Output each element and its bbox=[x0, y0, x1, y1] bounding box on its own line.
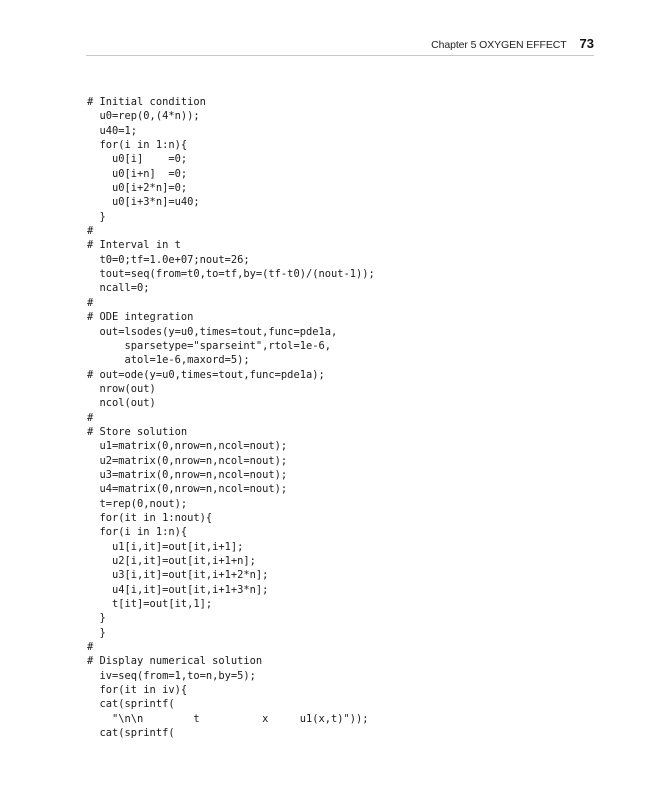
code-line: t[it]=out[it,1]; bbox=[87, 598, 213, 611]
code-line: "\n\n t x u1(x,t)")); bbox=[87, 712, 369, 725]
running-head bbox=[86, 36, 594, 54]
code-line: out=lsodes(y=u0,times=tout,func=pde1a, bbox=[87, 325, 338, 338]
code-line: u1[i,it]=out[it,i+1]; bbox=[87, 540, 244, 553]
code-line: t=rep(0,nout); bbox=[87, 497, 188, 510]
code-line: cat(sprintf( bbox=[87, 727, 175, 740]
code-line: for(i in 1:n){ bbox=[87, 526, 188, 539]
code-line: u2[i,it]=out[it,i+1+n]; bbox=[87, 555, 256, 567]
code-line: } bbox=[87, 626, 106, 639]
code-line: iv=seq(from=1,to=n,by=5); bbox=[87, 669, 256, 682]
code-line: u2=matrix(0,nrow=n,ncol=nout); bbox=[87, 454, 288, 467]
code-line: u40=1; bbox=[87, 124, 138, 137]
code-line: } bbox=[87, 612, 106, 625]
code-line: for(it in 1:nout){ bbox=[87, 511, 213, 524]
code-line: # bbox=[87, 411, 94, 424]
code-line: # Store solution bbox=[87, 425, 188, 438]
code-listing bbox=[87, 95, 587, 740]
code-line: # out=ode(y=u0,times=tout,func=pde1a); bbox=[87, 368, 325, 381]
code-line: for(i in 1:n){ bbox=[87, 139, 188, 152]
code-line: # Initial condition bbox=[87, 96, 206, 108]
code-line: # bbox=[87, 225, 94, 238]
code-line: tout=seq(from=t0,to=tf,by=(tf-t0)/(nout-1)); bbox=[87, 268, 375, 281]
code-line: # ODE integration bbox=[87, 311, 194, 324]
code-line: t0=0;tf=1.0e+07;nout=26; bbox=[87, 253, 250, 266]
code-line: } bbox=[87, 210, 106, 223]
code-line: u3[i,it]=out[it,i+1+2*n]; bbox=[87, 569, 269, 582]
code-line: u4[i,it]=out[it,i+1+3*n]; bbox=[87, 583, 269, 596]
code-line: ncall=0; bbox=[87, 282, 150, 295]
code-line: u0[i+2*n]=0; bbox=[87, 182, 188, 195]
code-line: nrow(out) bbox=[87, 382, 156, 395]
code-line: sparsetype="sparseint",rtol=1e-6, bbox=[87, 339, 331, 352]
chapter-title: Chapter 5 OXYGEN EFFECT bbox=[431, 39, 567, 51]
code-line: cat(sprintf( bbox=[87, 698, 175, 711]
code-line: u4=matrix(0,nrow=n,ncol=nout); bbox=[87, 483, 288, 496]
code-line: ncol(out) bbox=[87, 397, 156, 410]
code-line: u0[i] =0; bbox=[87, 153, 188, 166]
code-line: # bbox=[87, 641, 94, 654]
code-line: # Interval in t bbox=[87, 239, 181, 252]
code-line: # bbox=[87, 296, 94, 309]
code-line: u0=rep(0,(4*n)); bbox=[87, 110, 200, 123]
page-number: 73 bbox=[579, 36, 594, 51]
code-line: atol=1e-6,maxord=5); bbox=[87, 354, 250, 367]
header-rule bbox=[86, 55, 594, 56]
code-line: for(it in iv){ bbox=[87, 684, 188, 697]
code-line: u0[i+3*n]=u40; bbox=[87, 196, 200, 209]
code-line: # Display numerical solution bbox=[87, 655, 263, 668]
code-line: u1=matrix(0,nrow=n,ncol=nout); bbox=[87, 440, 288, 453]
code-line: u3=matrix(0,nrow=n,ncol=nout); bbox=[87, 468, 288, 481]
code-line: u0[i+n] =0; bbox=[87, 167, 188, 180]
